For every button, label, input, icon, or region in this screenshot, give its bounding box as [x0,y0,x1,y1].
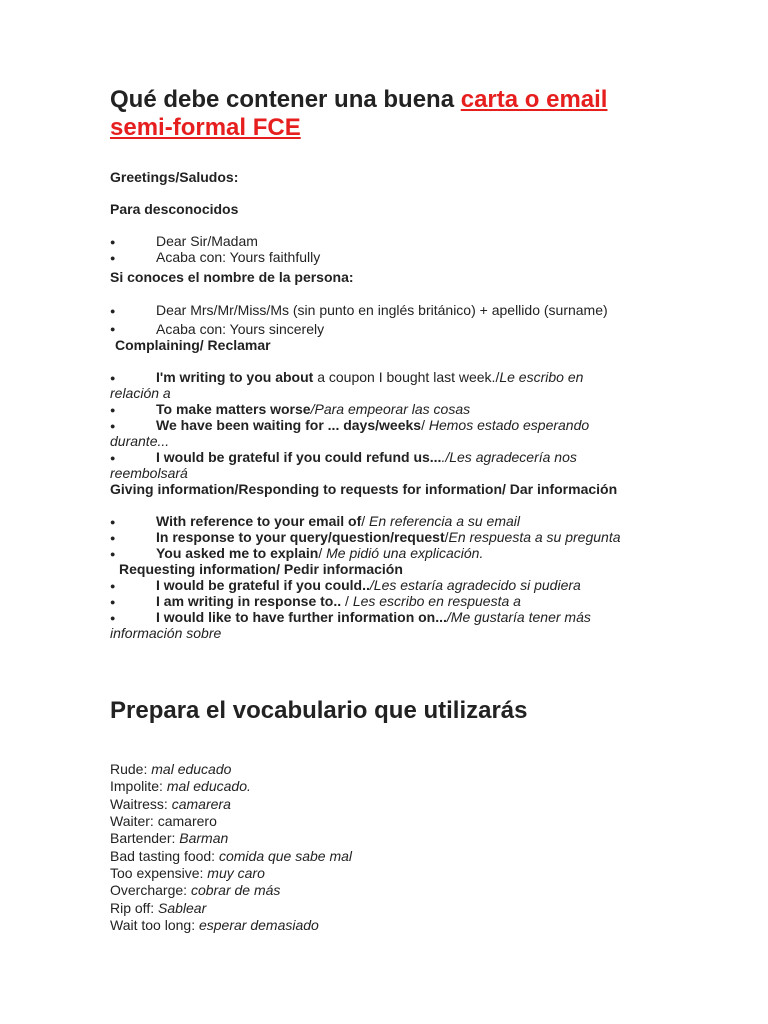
phrase-continuation: reembolsará [110,465,188,481]
vocabulary-title: Prepara el vocabulario que utilizarás [110,697,528,724]
list-item: Dear Mrs/Mr/Miss/Ms (sin punto en inglés británico) + apellido (surname) [156,302,608,318]
vocab-es: esperar demasiado [198,917,319,933]
list-item: Dear Sir/Madam [156,233,258,249]
phrase-en: To make matters worse [156,401,311,417]
vocab-item [110,882,280,898]
phrase-continuation: relación a [110,385,171,401]
bullet-icon: ● [110,453,116,463]
phrase-line [156,401,470,417]
bullet-icon: ● [110,613,116,623]
vocab-es: camarero [157,813,217,829]
known-name-heading: Si conoces el nombre de la persona: [110,269,354,285]
phrase-line [156,513,520,529]
phrase-en: You asked me to explain [156,545,319,561]
vocab-en: Impolite: [110,778,167,794]
phrase-en: We have been waiting for ... days/weeks [156,417,422,433]
phrase-line [156,577,581,593]
phrase-es: En referencia a su email [369,513,520,529]
bullet-icon: ● [110,405,116,415]
phrase-en: I am writing in response to.. [156,593,342,609]
vocab-es: cobrar de más [190,882,281,898]
phrase-line [156,545,483,561]
phrase-en: I'm writing to you about [156,369,314,385]
strangers-heading: Para desconocidos [110,201,239,217]
vocab-item [110,917,319,933]
phrase-es: Me pidió una explicación. [326,545,484,561]
phrase-sep: a coupon I bought last week./ [313,369,500,385]
bullet-icon: ● [110,306,116,316]
vocab-item [110,778,251,794]
phrase-sep: / [361,513,370,529]
vocab-en: Waiter: [110,813,158,829]
phrase-es: /Para empeorar las cosas [310,401,471,417]
vocab-en: Bad tasting food: [110,848,219,864]
phrase-sep: / [341,593,353,609]
vocab-item [110,848,352,864]
phrase-line [156,369,583,385]
vocab-item [110,900,206,916]
bullet-icon: ● [110,253,116,263]
phrase-es: ./Les agradecería nos [441,449,577,465]
requesting-heading: Requesting information/ Pedir información [119,561,403,577]
vocab-es: Sablear [158,900,207,916]
bullet-icon: ● [110,533,116,543]
giving-info-heading: Giving information/Responding to requests for information/ Dar información [110,481,618,497]
vocab-en: Bartender: [110,830,180,846]
complaining-heading: Complaining/ Reclamar [115,337,271,353]
vocab-es: Barman [179,830,229,846]
vocab-item [110,813,217,829]
vocab-es: mal educado. [166,778,251,794]
page-title [110,86,670,142]
phrase-line [156,449,577,465]
vocab-en: Overcharge: [110,882,191,898]
phrase-line [156,529,621,545]
phrase-es: En respuesta a su pregunta [448,529,621,545]
vocab-item [110,865,265,881]
phrase-en: I would be grateful if you could.. [156,577,370,593]
phrase-es: Les escribo en respuesta a [352,593,521,609]
phrase-sep: / [421,417,429,433]
phrase-en: In response to your query/question/request [156,529,445,545]
phrase-line [156,593,521,609]
greetings-heading: Greetings/Saludos: [110,169,239,185]
bullet-icon: ● [110,517,116,527]
bullet-icon: ● [110,581,116,591]
vocab-es: camarera [171,796,231,812]
vocab-en: Rip off: [110,900,158,916]
vocab-es: mal educado [151,761,232,777]
list-item: Acaba con: Yours faithfully [156,249,321,265]
bullet-icon: ● [110,421,116,431]
bullet-icon: ● [110,549,116,559]
vocab-en: Waitress: [110,796,172,812]
vocab-en: Wait too long: [110,917,199,933]
vocab-es: comida que sabe mal [218,848,353,864]
phrase-en: With reference to your email of [156,513,362,529]
phrase-en: I would be grateful if you could refund us... [156,449,442,465]
bullet-icon: ● [110,597,116,607]
phrase-es: /Les estaría agradecido si pudiera [369,577,581,593]
phrase-line [156,609,591,625]
phrase-continuation: durante... [110,433,170,449]
phrase-line [156,417,589,433]
title-plain: Qué debe contener una buena [110,86,461,113]
phrase-sep: / [318,545,327,561]
vocab-item [110,761,231,777]
bullet-icon: ● [110,373,116,383]
phrase-es: Le escribo en [499,369,584,385]
bullet-icon: ● [110,237,116,247]
vocab-item [110,830,228,846]
bullet-icon: ● [110,324,116,334]
vocab-en: Rude: [110,761,152,777]
title-link[interactable]: carta o email semi-formal FCE [110,86,608,141]
phrase-continuation: información sobre [110,625,222,641]
list-item: Acaba con: Yours sincerely [156,321,325,337]
phrase-sep: / [444,529,449,545]
phrase-en: I would like to have further information on... [156,609,447,625]
vocab-item [110,796,231,812]
phrase-es: Hemos estado esperando [428,417,590,433]
phrase-es: /Me gustaría tener más [446,609,591,625]
vocab-es: muy caro [207,865,265,881]
vocab-en: Too expensive: [110,865,208,881]
